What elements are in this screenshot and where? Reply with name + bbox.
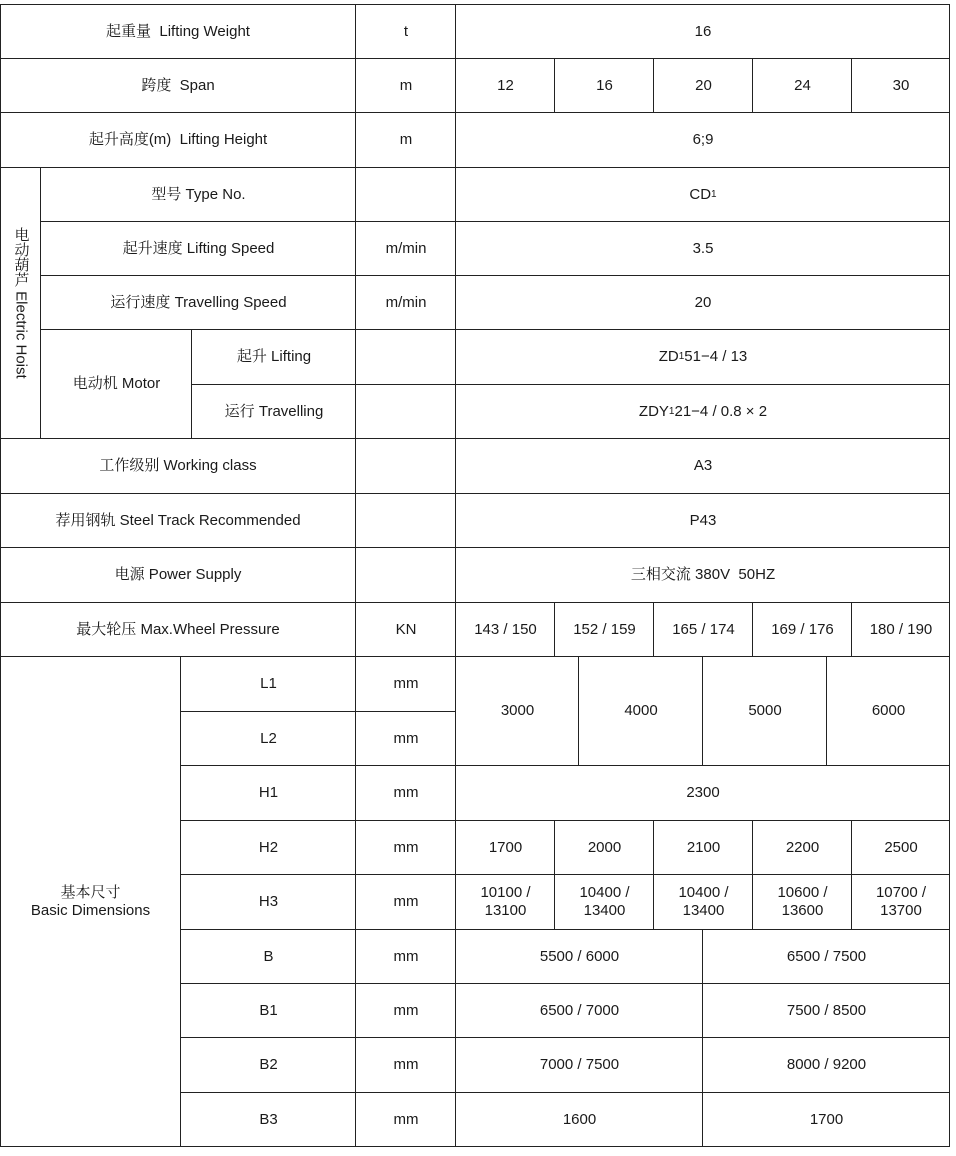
span-value: 20	[695, 76, 712, 94]
wheel-pressure-value: 152 / 159	[573, 620, 636, 638]
dim-unit-h2: mm	[393, 838, 419, 856]
dim-value-h3: 10100 / 13100	[480, 884, 531, 919]
dim-value-b1: 6500 / 7000	[539, 1001, 620, 1019]
basic-dimensions-label: 基本尺寸 Basic Dimensions	[30, 883, 151, 919]
dim-value-l: 5000	[748, 702, 782, 719]
lifting-speed-label: 起升速度 Lifting Speed	[122, 239, 275, 257]
dim-unit-h1: mm	[393, 784, 419, 801]
motor-lifting-value-pre: ZD	[658, 348, 679, 365]
lifting-weight-label: 起重量 Lifting Weight	[106, 22, 250, 40]
dim-value-b2: 8000 / 9200	[786, 1056, 867, 1073]
motor-label: 电动机 Motor	[72, 375, 161, 392]
dim-value-h2: 2100	[686, 838, 721, 856]
dim-value-l: 4000	[624, 702, 658, 719]
working-class-label: 工作级别 Working class	[99, 457, 257, 474]
dim-value-b: 5500 / 6000	[539, 947, 620, 965]
dim-value-h3: 10700 / 13700	[875, 884, 927, 919]
dim-value-h3: 10400 / 13400	[678, 884, 729, 919]
steel-track-label: 荐用钢轨 Steel Track Recommended	[55, 511, 301, 529]
dim-value-h2: 2000	[587, 838, 622, 856]
dim-unit-b3: mm	[393, 1110, 419, 1128]
power-supply-value: 三相交流 380V 50HZ	[630, 566, 776, 583]
motor-travelling-value-post: 21−4 / 0.8 × 2	[674, 402, 768, 420]
motor-lifting-value-sub: 1	[678, 351, 685, 362]
travelling-speed-label: 运行速度 Travelling Speed	[110, 293, 287, 311]
dim-label-h3: H3	[258, 893, 279, 910]
dim-value-b3: 1700	[809, 1110, 844, 1128]
lifting-speed-value: 3.5	[692, 239, 714, 257]
travelling-speed-unit: m/min	[385, 293, 427, 311]
dim-label-b1: B1	[259, 1001, 278, 1019]
dim-label-l1: L1	[260, 675, 277, 692]
lifting-height-value: 6;9	[692, 131, 714, 148]
dim-value-h3: 10600 / 13600	[777, 884, 828, 919]
span-unit: m	[399, 76, 413, 94]
dim-value-h1: 2300	[686, 784, 720, 801]
type-no-value-sub: 1	[711, 188, 717, 200]
dim-value-h2: 2500	[884, 838, 918, 856]
travelling-speed-value: 20	[694, 293, 712, 311]
lifting-height-label: 起升高度(m) Lifting Height	[88, 131, 268, 148]
span-value: 12	[497, 76, 514, 94]
dim-unit-b1: mm	[393, 1001, 419, 1019]
motor-travelling-label: 运行 Travelling	[224, 402, 324, 420]
span-value: 16	[596, 76, 613, 94]
lifting-weight-unit: t	[403, 22, 409, 40]
wheel-pressure-value: 143 / 150	[474, 620, 537, 638]
type-no-value	[456, 167, 950, 222]
wheel-pressure-label: 最大轮压 Max.Wheel Pressure	[76, 620, 280, 638]
dim-value-l: 6000	[871, 702, 906, 719]
dim-label-b3: B3	[259, 1110, 278, 1128]
dim-value-b: 6500 / 7500	[786, 947, 867, 965]
lifting-weight-value: 16	[694, 22, 712, 40]
steel-track-value: P43	[689, 511, 717, 529]
motor-lifting-label: 起升 Lifting	[236, 348, 312, 365]
lifting-speed-unit: m/min	[385, 239, 427, 257]
motor-travelling-value	[456, 384, 950, 439]
power-supply-label: 电源 Power Supply	[114, 566, 242, 583]
dim-unit-b: mm	[393, 947, 419, 965]
dim-value-b2: 7000 / 7500	[539, 1056, 620, 1073]
working-class-value: A3	[693, 457, 713, 474]
electric-hoist-group-text: 电动葫芦 Electric Hoist	[12, 227, 30, 379]
dim-value-h3: 10400 / 13400	[579, 884, 630, 919]
dim-label-b: B	[263, 947, 274, 965]
dim-unit-b2: mm	[393, 1056, 419, 1073]
type-no-value-main: CD	[689, 185, 712, 203]
dim-unit-l1: mm	[393, 675, 419, 692]
span-value: 30	[892, 76, 910, 94]
wheel-pressure-value: 165 / 174	[672, 620, 735, 638]
lifting-height-unit: m	[399, 131, 413, 148]
wheel-pressure-value: 169 / 176	[771, 620, 834, 638]
dim-label-h1: H1	[258, 784, 279, 801]
motor-lifting-value-post: 51−4 / 13	[684, 348, 748, 365]
motor-travelling-value-pre: ZDY	[638, 402, 669, 420]
dim-value-b3: 1600	[562, 1110, 597, 1128]
wheel-pressure-unit: KN	[395, 620, 417, 638]
type-no-label: 型号 Type No.	[151, 185, 246, 203]
motor-travelling-value-sub: 1	[668, 405, 675, 417]
dim-label-h2: H2	[258, 838, 279, 856]
motor-lifting-value	[456, 329, 950, 385]
dim-value-h2: 1700	[488, 838, 523, 856]
dim-label-l2: L2	[260, 729, 277, 747]
dim-value-h2: 2200	[785, 838, 820, 856]
dim-value-l: 3000	[500, 702, 535, 719]
dim-unit-l2: mm	[393, 729, 419, 747]
dim-unit-h3: mm	[393, 893, 419, 910]
dim-label-b2: B2	[259, 1056, 278, 1073]
electric-hoist-group-label	[0, 167, 41, 439]
span-label: 跨度 Span	[141, 76, 215, 94]
dim-value-b1: 7500 / 8500	[786, 1001, 867, 1019]
span-value: 24	[794, 76, 811, 94]
wheel-pressure-value: 180 / 190	[869, 620, 933, 638]
